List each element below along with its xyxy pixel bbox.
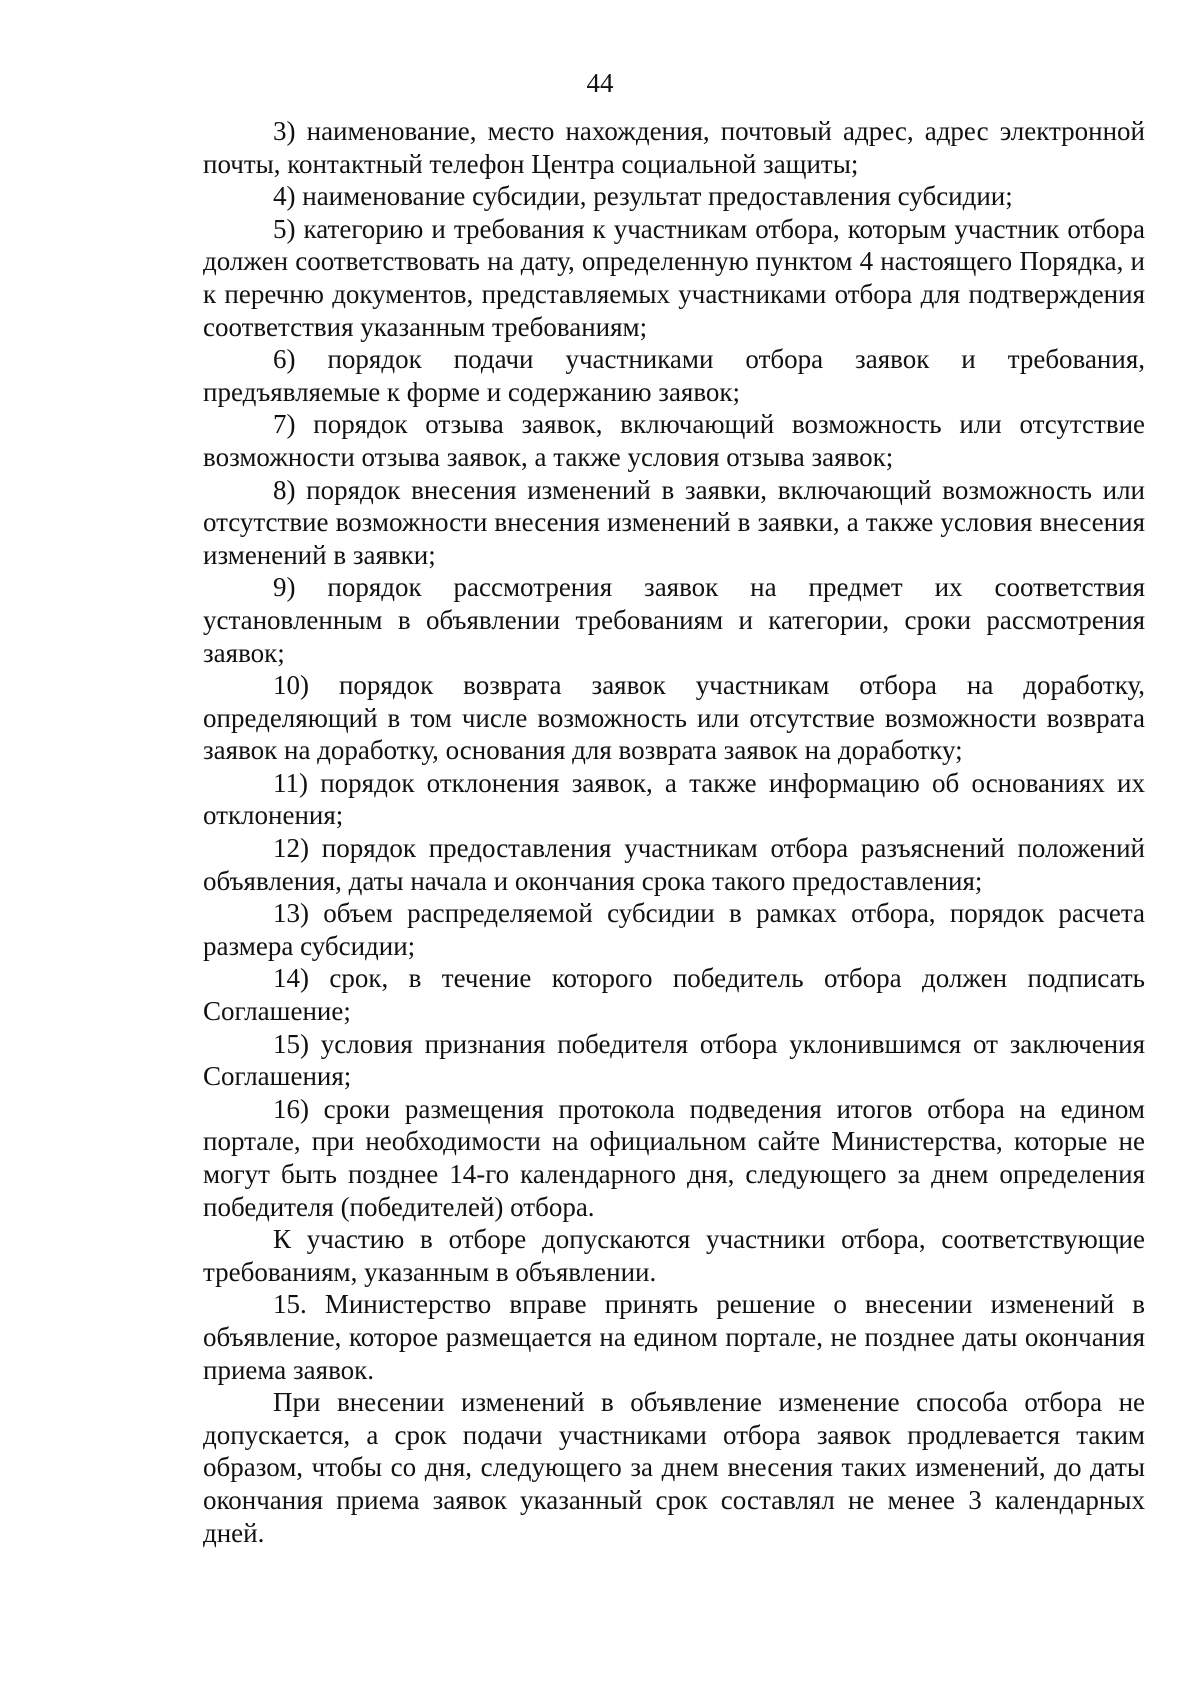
paragraph-item-13: 13) объем распределяемой субсидии в рамках отбора, порядок расчета размера субсидии; (203, 898, 1145, 961)
paragraph-item-10: 10) порядок возврата заявок участникам отбора на доработку, определяющий в том числе возможность или отсутствие возможности возврата заявок на доработку, основания для возврата заявок на доработку; (203, 670, 1145, 766)
paragraph-item-16: 16) сроки размещения протокола подведения итогов отбора на едином портале, при необходимости на официальном сайте Министерства, которые не могут быть позднее 14-го календарного дня, следующего за днем определения победителя (победителей) отбора. (203, 1093, 1145, 1222)
paragraph-item-3: 3) наименование, место нахождения, почтовый адрес, адрес электронной почты, контактный телефон Центра социальной защиты; (203, 116, 1145, 179)
paragraph-changes: При внесении изменений в объявление изменение способа отбора не допускается, а срок подачи участниками отбора заявок продлевается таким образом, чтобы со дня, следующего за днем внесения таких изменений, до даты окончания приема заявок указанный срок составлял не менее 3 календарных дней. (203, 1387, 1145, 1548)
paragraph-item-14: 14) срок, в течение которого победитель отбора должен подписать Соглашение; (203, 963, 1145, 1027)
paragraph-admission: К участию в отборе допускаются участники отбора, соответствующие требованиям, указанным в объявлении. (203, 1224, 1145, 1287)
paragraph-item-6: 6) порядок подачи участниками отбора заявок и требования, предъявляемые к форме и содержанию заявок; (203, 344, 1145, 407)
paragraph-item-12: 12) порядок предоставления участникам отбора разъяснений положений объявления, даты начала и окончания срока такого предоставления; (203, 833, 1145, 896)
page-number: 44 (586, 68, 614, 98)
paragraph-clause-15: 15. Министерство вправе принять решение о внесении изменений в объявление, которое размещается на едином портале, не позднее даты окончания приема заявок. (203, 1289, 1145, 1385)
paragraph-item-15: 15) условия признания победителя отбора уклонившимся от заключения Соглашения; (203, 1028, 1145, 1092)
document-body (203, 115, 1145, 1549)
paragraph-item-5: 5) категорию и требования к участникам отбора, которым участник отбора должен соответствовать на дату, определенную пунктом 4 настоящего Порядка, и к перечню документов, представляемых участниками отбора для подтверждения соответствия указанным требованиям; (203, 213, 1145, 342)
paragraph-item-7: 7) порядок отзыва заявок, включающий возможность или отсутствие возможности отзыва заявок, а также условия отзыва заявок; (203, 409, 1145, 472)
paragraph-item-9: 9) порядок рассмотрения заявок на предмет их соответствия установленным в объявлении требованиям и категории, сроки рассмотрения заявок; (203, 572, 1145, 668)
paragraph-item-11: 11) порядок отклонения заявок, а также информацию об основаниях их отклонения; (203, 767, 1145, 831)
paragraph-item-8: 8) порядок внесения изменений в заявки, включающий возможность или отсутствие возможности внесения изменений в заявки, а также условия внесения изменений в заявки; (203, 474, 1145, 570)
paragraph-item-4: 4) наименование субсидии, результат предоставления субсидии; (273, 181, 1013, 212)
